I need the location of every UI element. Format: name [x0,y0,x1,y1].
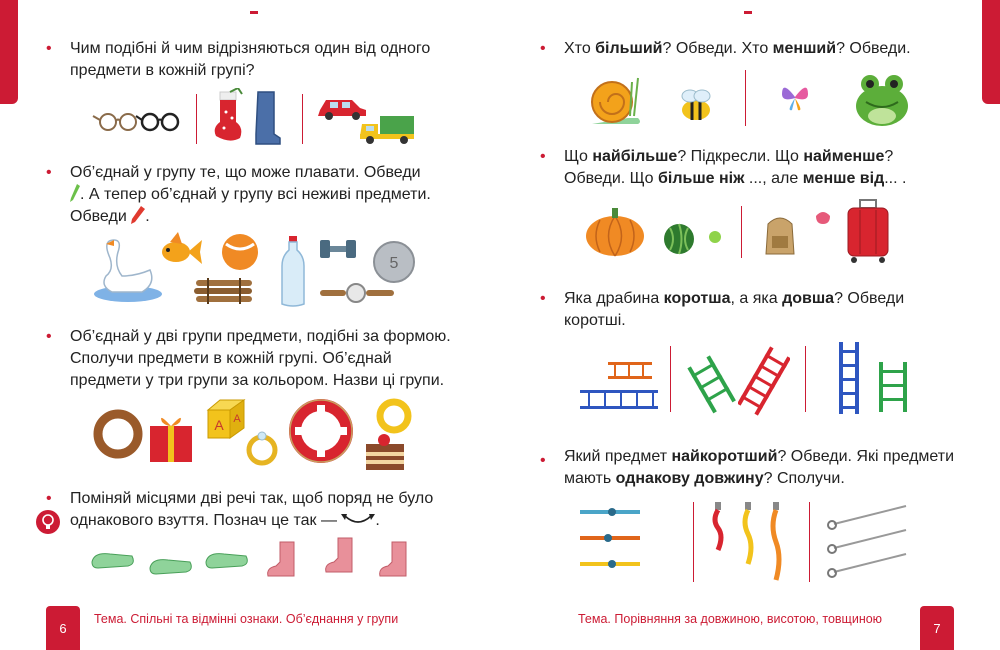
task3-text: Об’єднай у дві групи предмети, подібні за формою. Сполучи предмети в кожній групі. Об’єднай предмети у три групи за кольором. Назви ці групи. [70,328,451,389]
pink-boot-icon[interactable] [322,536,360,574]
swap-arrow-icon [341,511,375,525]
task2-text: Що найбільше? Підкресли. Що найменше? Обведи. Що більше ніж ..., але менше від... . [564,148,907,187]
right-page [500,0,1000,650]
rope-icon[interactable] [710,500,726,552]
pea-icon[interactable] [708,230,722,244]
pumpkin-icon[interactable] [584,206,646,258]
pencil-icon[interactable] [578,532,642,544]
goldfish-icon[interactable] [156,230,202,272]
coin-value: 5 [389,255,399,272]
task4-text: Поміняй місцями дві речі так, щоб поряд не було однакового взуття. Познач це так — . [70,490,434,529]
cake-icon[interactable] [362,432,408,472]
truck-icon[interactable] [358,114,416,146]
bottle-icon[interactable] [280,236,306,308]
left-edge-tab [0,0,18,104]
boot-icon[interactable] [252,90,282,146]
top-mark [744,11,752,14]
page-topic: Тема. Порівняння за довжиною, висотою, товщиною [578,612,883,626]
ladder-icon[interactable] [686,352,738,414]
pencil-icon[interactable] [578,558,642,570]
bullet: • [540,452,546,469]
donut-icon[interactable] [92,408,144,460]
ladder-icon[interactable] [876,360,910,414]
task1-text: Хто більший? Обведи. Хто менший? Обведи. [564,40,911,57]
pink-boot-icon[interactable] [376,540,414,578]
coin-icon[interactable] [372,240,416,284]
right-edge-tab [982,0,1000,104]
ball-icon[interactable] [220,232,260,272]
bullet: • [540,40,546,57]
ladder-icon[interactable] [578,358,660,414]
pink-boot-icon[interactable] [264,540,302,578]
top-mark [250,11,258,14]
red-pencil-icon [131,206,145,224]
cube-icon[interactable] [204,398,248,440]
bullet: • [46,40,52,57]
raft-icon[interactable] [192,276,256,306]
task4-text: Який предмет найкоротший? Обведи. Які предмети мають однакову довжину? Сполучи. [564,448,955,487]
yellow-ring-icon[interactable] [374,396,414,436]
green-pencil-icon [70,184,80,202]
bullet: • [540,148,546,165]
swan-icon[interactable] [92,236,164,306]
bullet: • [46,328,52,345]
lifebuoy-icon[interactable] [288,398,354,464]
task2-text: Об’єднай у групу те, що може плавати. Обведи . А тепер об’єднай у групу всі неживі предмети. Обведи . [70,164,431,225]
separator [741,206,742,258]
separator [196,94,197,144]
separator [693,502,694,582]
pencil-icon[interactable] [578,506,642,518]
rope-icon[interactable] [740,500,756,566]
slipper-icon[interactable] [148,554,194,576]
ladder-icon[interactable] [738,346,790,416]
watch-icon[interactable] [320,282,394,304]
rope-icon[interactable] [768,500,784,582]
bullet: • [46,490,52,507]
cube-letter: A [233,413,241,425]
bullet: • [46,164,52,181]
separator [670,346,671,412]
frog-icon[interactable] [852,70,912,130]
task3-text: Яка драбина коротша, а яка довша? Обведи коротші. [564,290,905,329]
slipper-icon[interactable] [204,548,250,570]
task1-text: Чим подібні й чим відрізняються один від одного предмети в кожній групі? [70,40,431,79]
skewer-icon[interactable] [822,500,908,580]
bee-icon[interactable] [676,86,716,124]
watermelon-icon[interactable] [662,222,696,256]
snail-icon[interactable] [588,72,644,130]
purse-icon[interactable] [814,208,832,226]
separator [809,502,810,582]
bulb-icon[interactable] [36,510,60,534]
bullet: • [540,290,546,307]
ring-icon[interactable] [244,430,280,466]
separator [745,70,746,126]
page-number: 7 [920,606,954,650]
page-topic: Тема. Спільні та відмінні ознаки. Об’єднання у групи [94,612,399,626]
cube-letter: A [214,417,224,433]
dumbbell-icon[interactable] [318,238,358,260]
suitcase-icon[interactable] [846,198,890,264]
page-number: 6 [46,606,80,650]
slipper-icon[interactable] [90,548,136,570]
gift-icon[interactable] [146,408,196,464]
glasses-icon[interactable] [92,104,182,134]
backpack-icon[interactable] [762,212,798,258]
ladder-icon[interactable] [836,340,862,416]
separator [805,346,806,412]
butterfly-icon[interactable] [778,80,812,114]
separator [302,94,303,144]
stocking-icon[interactable] [208,88,248,144]
